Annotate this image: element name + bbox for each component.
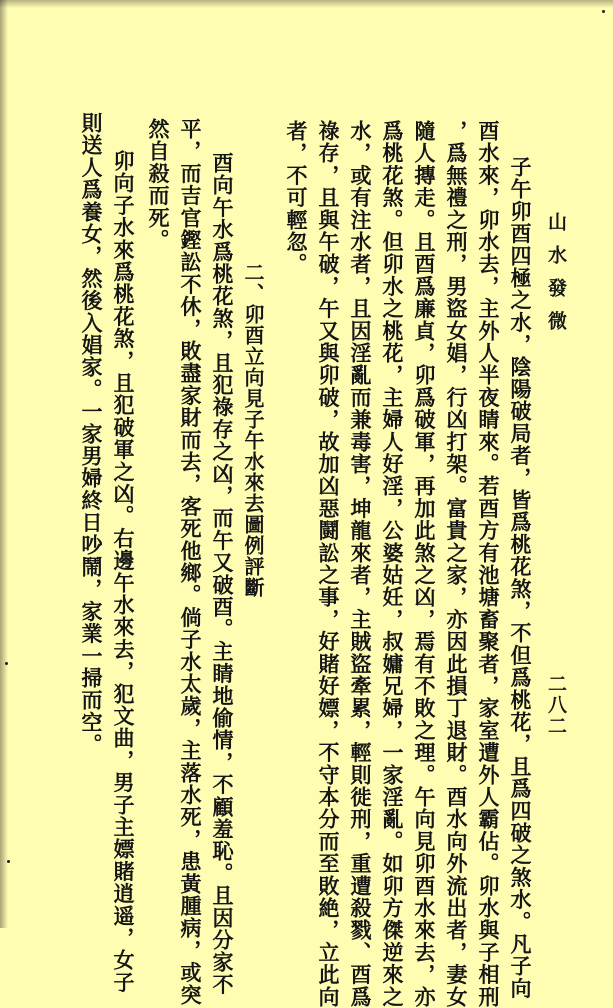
paragraph1-column: 爲桃花煞。但卯水之桃花，主婦人好淫，公婆姑妊，叔嫞兄婦，一家淫亂。如卯方傑逆來之 (380, 120, 405, 1008)
scan-speck (5, 662, 8, 665)
paragraph1-column: ，爲無禮之刑，男盜女娼，行凶打架。富貴之家，亦因此損丁退財。酉水向外流出者，妻女 (444, 120, 469, 1008)
paragraph1-column: 者，不可輕忽。 (284, 120, 309, 276)
paragraph3-column: 則送人爲養女，然後入娼家。一家男婦終日吵鬧，家業一掃而空。 (79, 112, 104, 756)
scan-speck (602, 10, 605, 13)
paragraph2-column: 平，而吉官鏗訟不休，敗盡家財而去，客死他鄉。倘子水太歲，主落水死，患黃腫病，或突 (178, 118, 203, 1006)
scan-edge-left (0, 0, 8, 928)
paragraph1-column: 祿存，且與午破，午又與卯破，故加凶惡鬪訟之事，好賭好嫖，不守本分而至敗絶，立此向 (316, 120, 341, 1008)
paragraph1-column: 子午卯酉四極之水，陰陽破局者，皆爲桃花煞，不但爲桃花，且爲四破之煞水。凡子向 (508, 156, 533, 1000)
paragraph1-column: 酉水來，卯水去，主外人半夜睛來。若酉方有池塘畜聚者，家室遭外人霸佔。卯水與子相刑 (476, 120, 501, 1008)
scan-edge-top (0, 0, 613, 8)
paragraph1-column: 水，或有注水者，且因淫亂而兼毒害，坤龍來者，主賊盜牽累，輕則徙刑，重遭殺戮、酉爲 (348, 120, 373, 1008)
paragraph1-column: 隨人摶走。且酉爲廉貞，卯爲破軍，再加此煞之凶，焉有不敗之理。午向見卯酉水來去，亦 (412, 120, 437, 1008)
paragraph2-column: 酉向午水爲桃花煞，且犯祿存之凶，而午又破酉。主睛地偷情，不顧羞恥。且因分家不 (210, 152, 235, 996)
section-heading: 二、卯酉立向見子午水來去圖例評斷 (241, 262, 265, 598)
book-title-header: 山水發微 (545, 212, 567, 344)
scan-speck (7, 860, 10, 863)
paragraph2-column: 然自殺而死。 (146, 118, 171, 252)
page-number: 二八二 (545, 674, 567, 737)
paragraph3-column: 卯向子水來爲桃花煞，且犯破軍之凶。右邊午水來去，犯文曲，男子主嫖賭逍遥，女子 (111, 150, 136, 994)
